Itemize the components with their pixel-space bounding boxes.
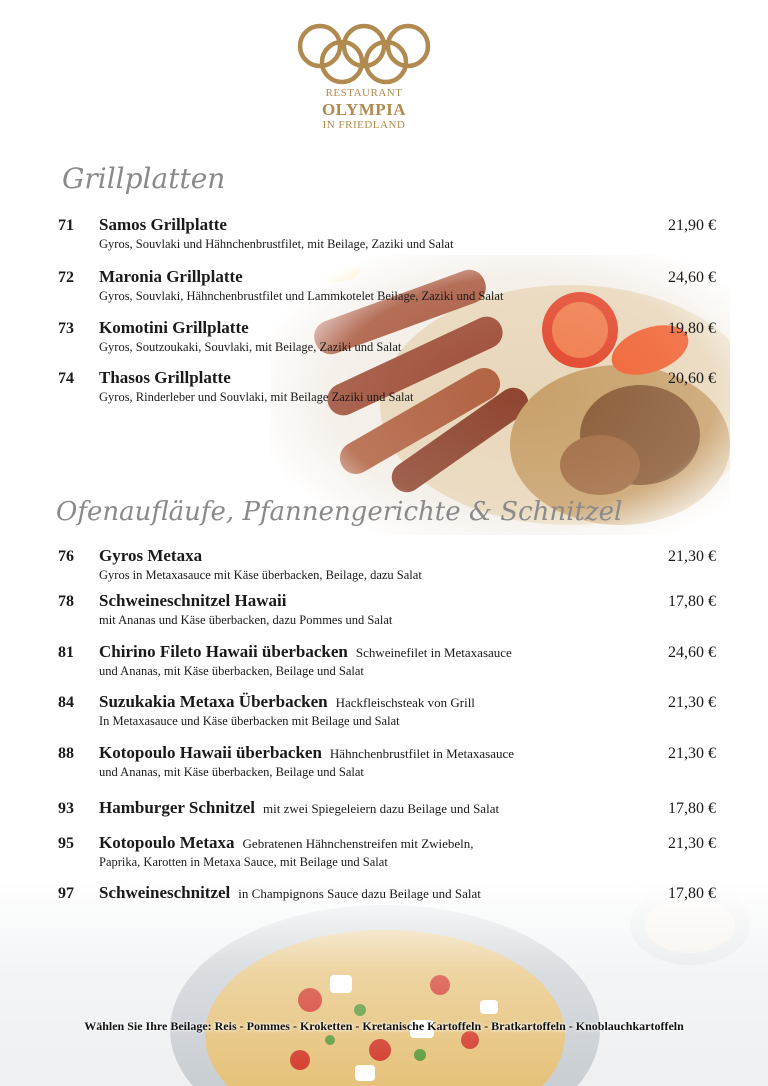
olympic-rings-icon <box>296 20 432 86</box>
item-number: 93 <box>58 800 74 817</box>
item-description: Gyros, Souvlaki, Hähnchenbrustfilet und Lammkotelet Beilage, Zaziki und Salat <box>99 289 504 303</box>
item-description: Gyros in Metaxasauce mit Käse überbacken, Beilage, dazu Salat <box>99 568 422 582</box>
item-name <box>99 798 499 818</box>
item-name <box>99 546 202 566</box>
item-price: 17,80 € <box>668 593 716 610</box>
item-name-text: Maronia Grillplatte <box>99 267 243 286</box>
item-number: 74 <box>58 370 74 387</box>
restaurant-logo <box>294 20 434 131</box>
item-number: 73 <box>58 320 74 337</box>
item-name <box>99 215 227 235</box>
logo-line-restaurant: RESTAURANT <box>325 87 403 99</box>
item-name <box>99 833 474 853</box>
section-title-ofenauflaeufe: Ofenaufläufe, Pfannengerichte & Schnitzel <box>56 497 623 527</box>
item-number: 71 <box>58 217 74 234</box>
item-price: 21,30 € <box>668 548 716 565</box>
item-description: Paprika, Karotten in Metaxa Sauce, mit Beilage und Salat <box>99 855 388 869</box>
item-price: 21,30 € <box>668 745 716 762</box>
item-description: und Ananas, mit Käse überbacken, Beilage und Salat <box>99 664 364 678</box>
logo-line-olympia: OLYMPIA <box>321 100 407 119</box>
item-price: 17,80 € <box>668 800 716 817</box>
section-title-grillplatten: Grillplatten <box>62 162 226 195</box>
orzo-bowl-photo <box>0 880 768 1086</box>
item-name-text: Thasos Grillplatte <box>99 368 231 387</box>
item-price: 19,80 € <box>668 320 716 337</box>
item-description: In Metaxasauce und Käse überbacken mit Beilage und Salat <box>99 714 400 728</box>
item-name-text: Gyros Metaxa <box>99 546 203 565</box>
logo-line-location: IN FRIEDLAND <box>322 119 406 131</box>
item-inline-description: Gebratenen Hähnchenstreifen mit Zwiebeln, <box>242 836 474 851</box>
item-name <box>99 318 249 338</box>
item-name <box>99 743 514 763</box>
item-price: 17,80 € <box>668 885 716 902</box>
item-description: mit Ananas und Käse überbacken, dazu Pommes und Salat <box>99 613 393 627</box>
item-description: Gyros, Rinderleber und Souvlaki, mit Beilage Zaziki und Salat <box>99 390 414 404</box>
item-name <box>99 368 231 388</box>
item-name-text: Chirino Fileto Hawaii überbacken <box>99 642 348 661</box>
item-number: 78 <box>58 593 74 610</box>
item-number: 76 <box>58 548 74 565</box>
item-inline-description: mit zwei Spiegeleiern dazu Beilage und Salat <box>262 801 500 816</box>
item-price: 21,90 € <box>668 217 716 234</box>
item-name <box>99 642 512 662</box>
item-description: Gyros, Souvlaki und Hähnchenbrustfilet, mit Beilage, Zaziki und Salat <box>99 237 454 251</box>
item-name-text: Hamburger Schnitzel <box>99 798 255 817</box>
item-name <box>99 591 286 611</box>
item-price: 24,60 € <box>668 269 716 286</box>
item-name-text: Kotopoulo Hawaii überbacken <box>99 743 322 762</box>
item-number: 72 <box>58 269 74 286</box>
item-inline-description: Hackfleischsteak von Grill <box>335 695 475 710</box>
item-number: 84 <box>58 694 74 711</box>
item-name-text: Kotopoulo Metaxa <box>99 833 235 852</box>
item-name <box>99 883 481 903</box>
item-number: 88 <box>58 745 74 762</box>
item-inline-description: Hähnchenbrustfilet in Metaxasauce <box>329 746 515 761</box>
item-name-text: Schweineschnitzel <box>99 883 231 902</box>
item-name-text: Komotini Grillplatte <box>99 318 249 337</box>
item-name-text: Suzukakia Metaxa Überbacken <box>99 692 328 711</box>
item-inline-description: Schweinefilet in Metaxasauce <box>355 645 512 660</box>
item-number: 97 <box>58 885 74 902</box>
item-name-text: Samos Grillplatte <box>99 215 227 234</box>
item-name <box>99 267 243 287</box>
side-dish-selection-note: Wählen Sie Ihre Beilage: Reis - Pommes - Kroketten - Kretanische Kartoffeln - Bratkartoffeln - Knoblauchkartoffeln <box>84 1019 684 1033</box>
item-name <box>99 692 475 712</box>
item-price: 21,30 € <box>668 694 716 711</box>
item-price: 24,60 € <box>668 644 716 661</box>
item-description: Gyros, Soutzoukaki, Souvlaki, mit Beilage, Zaziki und Salat <box>99 340 402 354</box>
item-description: und Ananas, mit Käse überbacken, Beilage und Salat <box>99 765 364 779</box>
item-number: 81 <box>58 644 74 661</box>
item-inline-description: in Champignons Sauce dazu Beilage und Salat <box>238 886 481 901</box>
item-price: 20,60 € <box>668 370 716 387</box>
item-number: 95 <box>58 835 74 852</box>
item-price: 21,30 € <box>668 835 716 852</box>
item-name-text: Schweineschnitzel Hawaii <box>99 591 287 610</box>
